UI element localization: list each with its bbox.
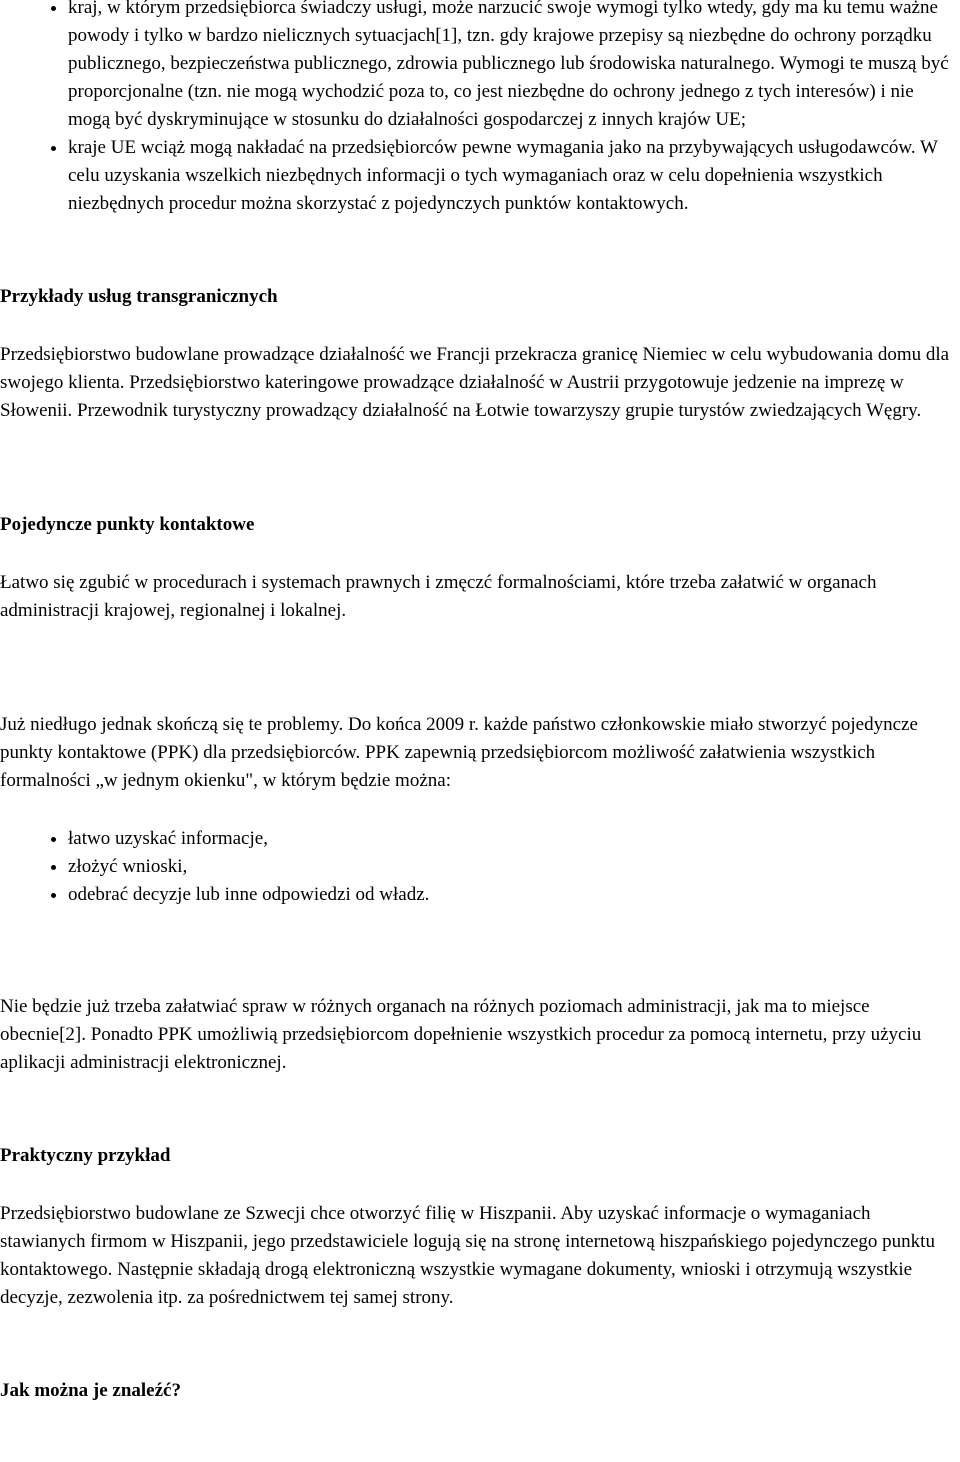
paragraph-cross-border-examples: Przedsiębiorstwo budowlane prowadzące działalność we Francji przekracza granicę Niemiec w celu wybudowania domu dla swojego klienta. Przedsiębiorstwo kateringowe prowadzące działalność w Austrii przygotowuje jedzenie na imprezę w Słowenii. Przewodnik turystyczny prowadzący działalność na Łotwie towarzyszy grupie turystów zwiedzających Węgry. [0, 344, 950, 421]
heading-practical-example: Praktyczny przykład [0, 1145, 171, 1166]
list-item: • kraj, w którym przedsiębiorca świadczy usługi, może narzucić swoje wymogi tylko wtedy, gdy ma ku temu ważne powody i tylko w bardzo nielicznych sytuacjach[1], tzn. gdy krajowe przepisy są niezbędne do ochrony porządku publicznego, bezpieczeństwa publicznego, zdrowia publicznego lub środowiska naturalnego. Wymogi te muszą być proporcjonalne (tzn. nie mogą wychodzić poza to, co jest niezbędne do ochrony jednego z tych interesów) i nie mogą być dyskryminujące w stosunku do działalności gospodarczej z innych krajów UE; [68, 0, 960, 134]
paragraph-contact-points-benefits: Nie będzie już trzeba załatwiać spraw w różnych organach na różnych poziomach administracji, jak ma to miejsce obecnie[2]. Ponadto PPK umożliwią przedsiębiorcom dopełnienie wszystkich procedur za pomocą internetu, przy użyciu aplikacji administracji elektronicznej. [0, 996, 922, 1073]
requirements-list [0, 0, 960, 218]
list-item: • odebrać decyzje lub inne odpowiedzi od władz. [68, 881, 960, 909]
list-item: • złożyć wnioski, [68, 853, 960, 881]
heading-how-to-find: Jak można je znaleźć? [0, 1380, 181, 1401]
paragraph-practical-example: Przedsiębiorstwo budowlane ze Szwecji chce otworzyć filię w Hiszpanii. Aby uzyskać informacje o wymaganiach stawianych firmom w Hiszpanii, jego przedstawiciele logują się na stronę internetową hiszpańskiego pojedynczego punktu kontaktowego. Następnie składają drogą elektroniczną wszystkie wymagane dokumenty, wnioski i otrzymują wszystkie decyzje, zezwolenia itp. za pośrednictwem tej samej strony. [0, 1203, 935, 1308]
heading-cross-border-examples: Przykłady usług transgranicznych [0, 286, 278, 307]
paragraph-contact-points-deadline: Już niedługo jednak skończą się te problemy. Do końca 2009 r. każde państwo członkowskie miało stworzyć pojedyncze punkty kontaktowe (PPK) dla przedsiębiorców. PPK zapewnią przedsiębiorcom możliwość załatwienia wszystkich formalności „w jednym okienku", w którym będzie można: [0, 714, 918, 791]
contact-points-list [0, 825, 960, 909]
heading-single-contact-points: Pojedyncze punkty kontaktowe [0, 514, 255, 535]
list-item: • kraje UE wciąż mogą nakładać na przedsiębiorców pewne wymagania jako na przybywających usługodawców. W celu uzyskania wszelkich niezbędnych informacji o tych wymaganiach oraz w celu dopełnienia wszystkich niezbędnych procedur można skorzystać z pojedynczych punktów kontaktowych. [68, 134, 960, 218]
list-item: • łatwo uzyskać informacje, [68, 825, 960, 853]
paragraph-contact-points-intro: Łatwo się zgubić w procedurach i systemach prawnych i zmęczć formalnościami, które trzeba załatwić w organach administracji krajowej, regionalnej i lokalnej. [0, 572, 877, 621]
